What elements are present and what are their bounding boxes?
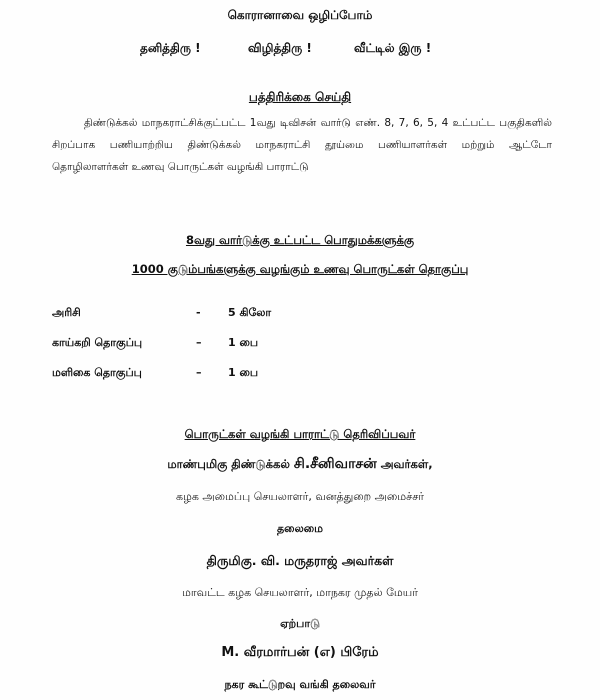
credits-heading: பொருட்கள் வழங்கி பாராட்டு தெரிவிப்பவர் [184, 427, 416, 441]
slogan-stay-home: வீட்டில் இரு ! [354, 41, 432, 55]
minister-role: கழக அமைப்பு செயலாளர், வனத்துறை அமைச்சர் [175, 490, 425, 503]
item-quantity: 1 பை [228, 366, 259, 379]
item-separator: – [196, 336, 202, 349]
presider-name: திருமிகு. வி. மருதராஜ் அவர்கள் [206, 553, 394, 568]
slogan-stay-alone: தனித்திரு ! [140, 41, 201, 55]
list-item [0, 336, 600, 356]
paragraph-text: திண்டுக்கல் மாநகராட்சிக்குட்பட்ட 1வது டிவிசன் வார்டு எண். 8, 7, 6, 5, 4 உட்பட்ட பகுதிகளில் சிறப்பாக பணியாற்றிய திண்டுக்கல் மாநகராட்சி தூய்மை பணியாளர்கள் மற்றும் ஆட்டோ தொழிலாளர்கள் உணவு பொருட்கள் வழங்கி பாராட்டு [52, 117, 552, 173]
distribution-line-1: 8வது வார்டுக்கு உட்பட்ட பொதுமக்களுக்கு [185, 233, 415, 247]
item-separator: - [196, 306, 201, 319]
presided-label: தலைமை [277, 522, 323, 535]
item-quantity: 5 கிலோ [228, 306, 272, 319]
minister-prefix: மாண்புமிகு திண்டுக்கல் [167, 457, 294, 471]
campaign-title: கொரானாவை ஒழிப்போம் [227, 8, 373, 22]
slogan-stay-alert: விழித்திரு ! [248, 41, 312, 55]
distribution-line-2: 1000 குடும்பங்களுக்கு வழங்கும் உணவு பொருட்கள் தொகுப்பு [131, 262, 469, 276]
organizer-name: M. வீரமார்பன் (எ) பிரேம் [221, 645, 379, 660]
minister-name: சி.சீனிவாசன் [293, 456, 377, 472]
list-item [0, 306, 600, 326]
list-item [0, 366, 600, 386]
item-name: அரிசி [52, 306, 81, 319]
minister-line [0, 456, 600, 474]
item-name: மளிகை தொகுப்பு [52, 366, 142, 379]
minister-suffix: அவர்கள், [376, 457, 433, 471]
press-release-heading: பத்திரிக்கை செய்தி [248, 90, 352, 104]
arranged-label: ஏற்பாடு [280, 617, 320, 630]
presider-role: மாவட்ட கழக செயலாளர், மாநகர முதல் மேயர் [182, 586, 418, 599]
press-release-paragraph [52, 112, 552, 178]
item-quantity: 1 பை [228, 336, 259, 349]
organizer-role: நகர கூட்டுறவு வங்கி தலைவர் [224, 678, 376, 691]
item-separator: – [196, 366, 202, 379]
item-name: காய்கறி தொகுப்பு [52, 336, 143, 349]
